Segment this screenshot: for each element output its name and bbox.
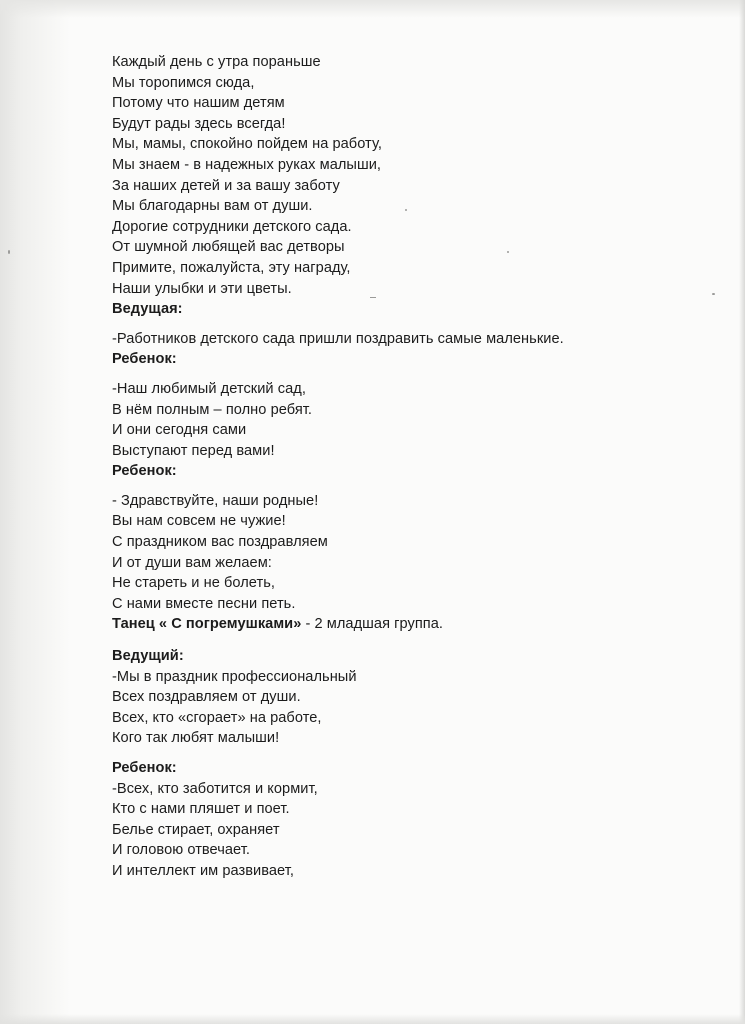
poem-host: [112, 667, 712, 749]
host-line: -Работников детского сада пришли поздравить самые маленькие.: [112, 330, 564, 347]
speaker-heading-child: Ребенок:: [112, 760, 177, 776]
scan-top-shadow: [0, 0, 745, 18]
poem-line: И они сегодня сами: [112, 422, 247, 439]
scan-left-shadow: [0, 0, 70, 1024]
poem-child-1: [112, 379, 712, 461]
poem-line: Кто с нами пляшет и поет.: [112, 801, 290, 818]
dance-line: [112, 614, 712, 635]
poem-line: И головою отвечает.: [112, 842, 250, 859]
poem-line: Будут рады здесь всегда!: [112, 115, 286, 132]
scan-speck: [712, 293, 715, 295]
poem-mothers: [112, 52, 712, 299]
poem-line: - Здравствуйте, наши родные!: [112, 492, 319, 509]
poem-line: Вы нам совсем не чужие!: [112, 513, 286, 530]
poem-line: Всех, кто «сгорает» на работе,: [112, 709, 322, 726]
scan-right-edge: [739, 0, 745, 1024]
poem-line: Мы торопимся сюда,: [112, 74, 255, 91]
poem-line: Примите, пожалуйста, эту награду,: [112, 259, 351, 276]
poem-line: Потому что нашим детям: [112, 95, 285, 112]
poem-line: И от души вам желаем:: [112, 554, 272, 571]
poem-line: И интеллект им развивает,: [112, 862, 294, 879]
poem-line: Не стареть и не болеть,: [112, 575, 275, 592]
poem-child-3: [112, 779, 712, 882]
speaker-heading-child: Ребенок:: [112, 463, 177, 480]
poem-line: Каждый день с утра пораньше: [112, 54, 321, 70]
poem-line: Дорогие сотрудники детского сада.: [112, 218, 352, 235]
poem-line: С нами вместе песни петь.: [112, 595, 296, 612]
poem-line: Мы знаем - в надежных руках малыши,: [112, 156, 382, 173]
poem-line: С праздником вас поздравляем: [112, 534, 328, 551]
speaker-heading-host-male: Ведущий:: [112, 648, 184, 665]
poem-line: -Наш любимый детский сад,: [112, 380, 306, 397]
poem-line: -Всех, кто заботится и кормит,: [112, 780, 318, 797]
speaker-heading-child: Ребенок:: [112, 351, 177, 368]
poem-line: Мы благодарны вам от души.: [112, 198, 313, 215]
poem-line: В нём полным – полно ребят.: [112, 401, 312, 418]
poem-line: Наши улыбки и эти цветы.: [112, 280, 292, 297]
document-body: [112, 52, 712, 882]
poem-line: -Мы в праздник профессиональный: [112, 668, 357, 685]
dance-group: - 2 младшая группа.: [301, 616, 444, 633]
poem-line: За наших детей и за вашу заботу: [112, 177, 340, 194]
poem-child-2: [112, 491, 712, 615]
poem-line: Выступают перед вами!: [112, 442, 275, 459]
poem-line: Всех поздравляем от души.: [112, 689, 301, 706]
scan-bottom-edge: [0, 1014, 745, 1024]
scan-speck: [8, 250, 10, 254]
poem-line: Кого так любят малыши!: [112, 730, 280, 747]
poem-line: Мы, мамы, спокойно пойдем на работу,: [112, 136, 382, 153]
poem-line: От шумной любящей вас детворы: [112, 239, 345, 256]
poem-line: Белье стирает, охраняет: [112, 821, 280, 838]
speaker-heading-host-female: Ведущая:: [112, 301, 183, 318]
dance-title: Танец « С погремушками»: [112, 616, 302, 633]
